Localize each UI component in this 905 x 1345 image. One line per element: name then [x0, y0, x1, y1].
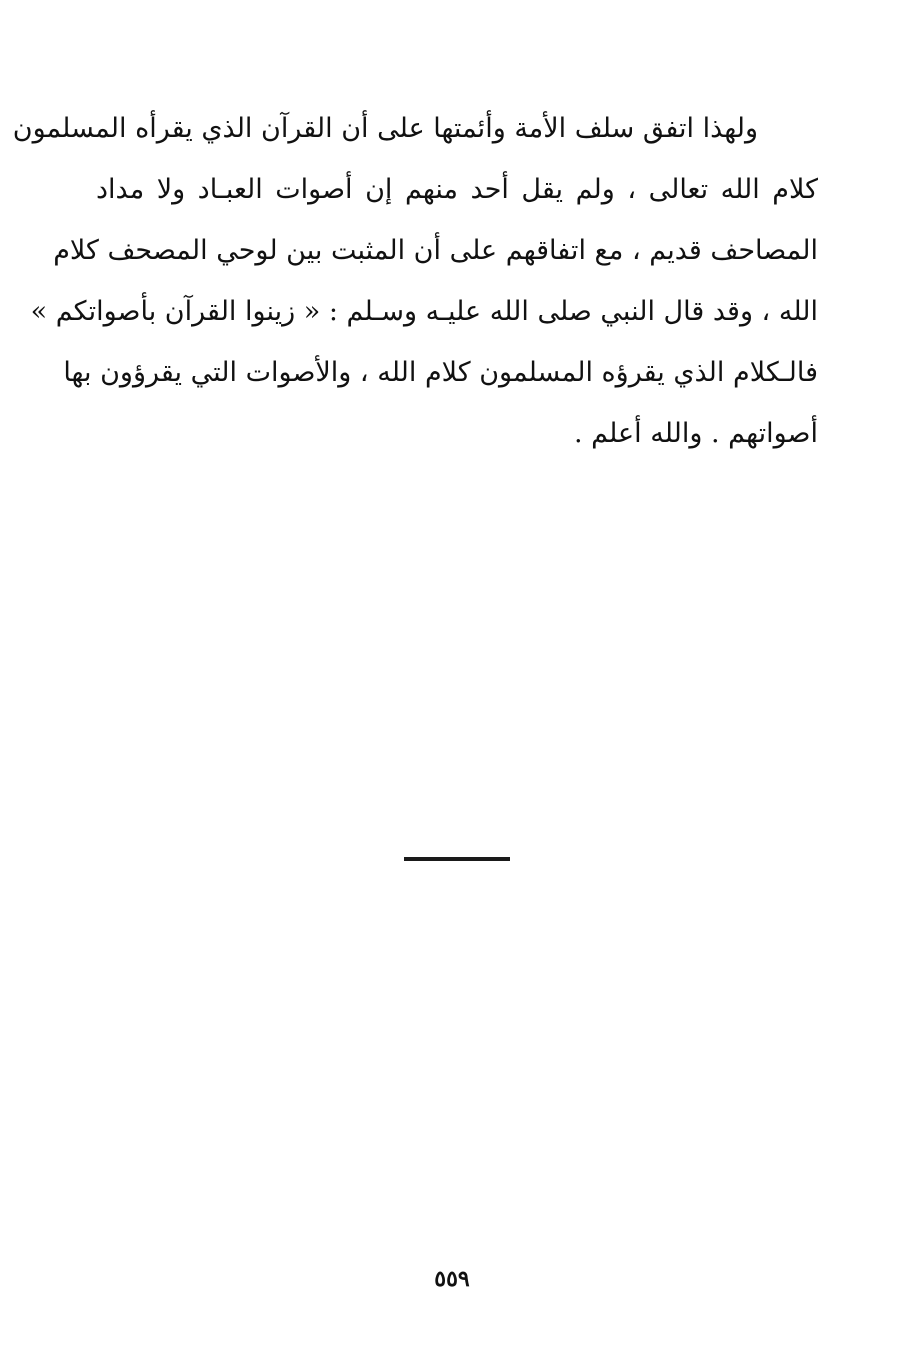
text-line-3: المصاحف قديم ، مع اتفاقهم على أن المثبت بين لوحي المصحف كلام [53, 235, 818, 266]
text-line-2: كلام الله تعالى ، ولم يقل أحد منهم إن أصوات العبـاد ولا مداد [96, 174, 818, 205]
text-line-4: الله ، وقد قال النبي صلى الله عليـه وسـلم : « زينوا القرآن بأصواتكم » [30, 296, 818, 327]
body-text [12, 98, 818, 464]
page-number: ٥٥٩ [434, 1266, 470, 1292]
text-line-5: فالـكلام الذي يقرؤه المسلمون كلام الله ، والأصوات التي يقرؤون بها [63, 357, 818, 388]
section-divider [404, 857, 510, 861]
text-line-6: أصواتهم . والله أعلم . [573, 418, 818, 449]
text-line-1: ولهذا اتفق سلف الأمة وأئمتها على أن القرآن الذي يقرأه المسلمون [12, 113, 758, 144]
